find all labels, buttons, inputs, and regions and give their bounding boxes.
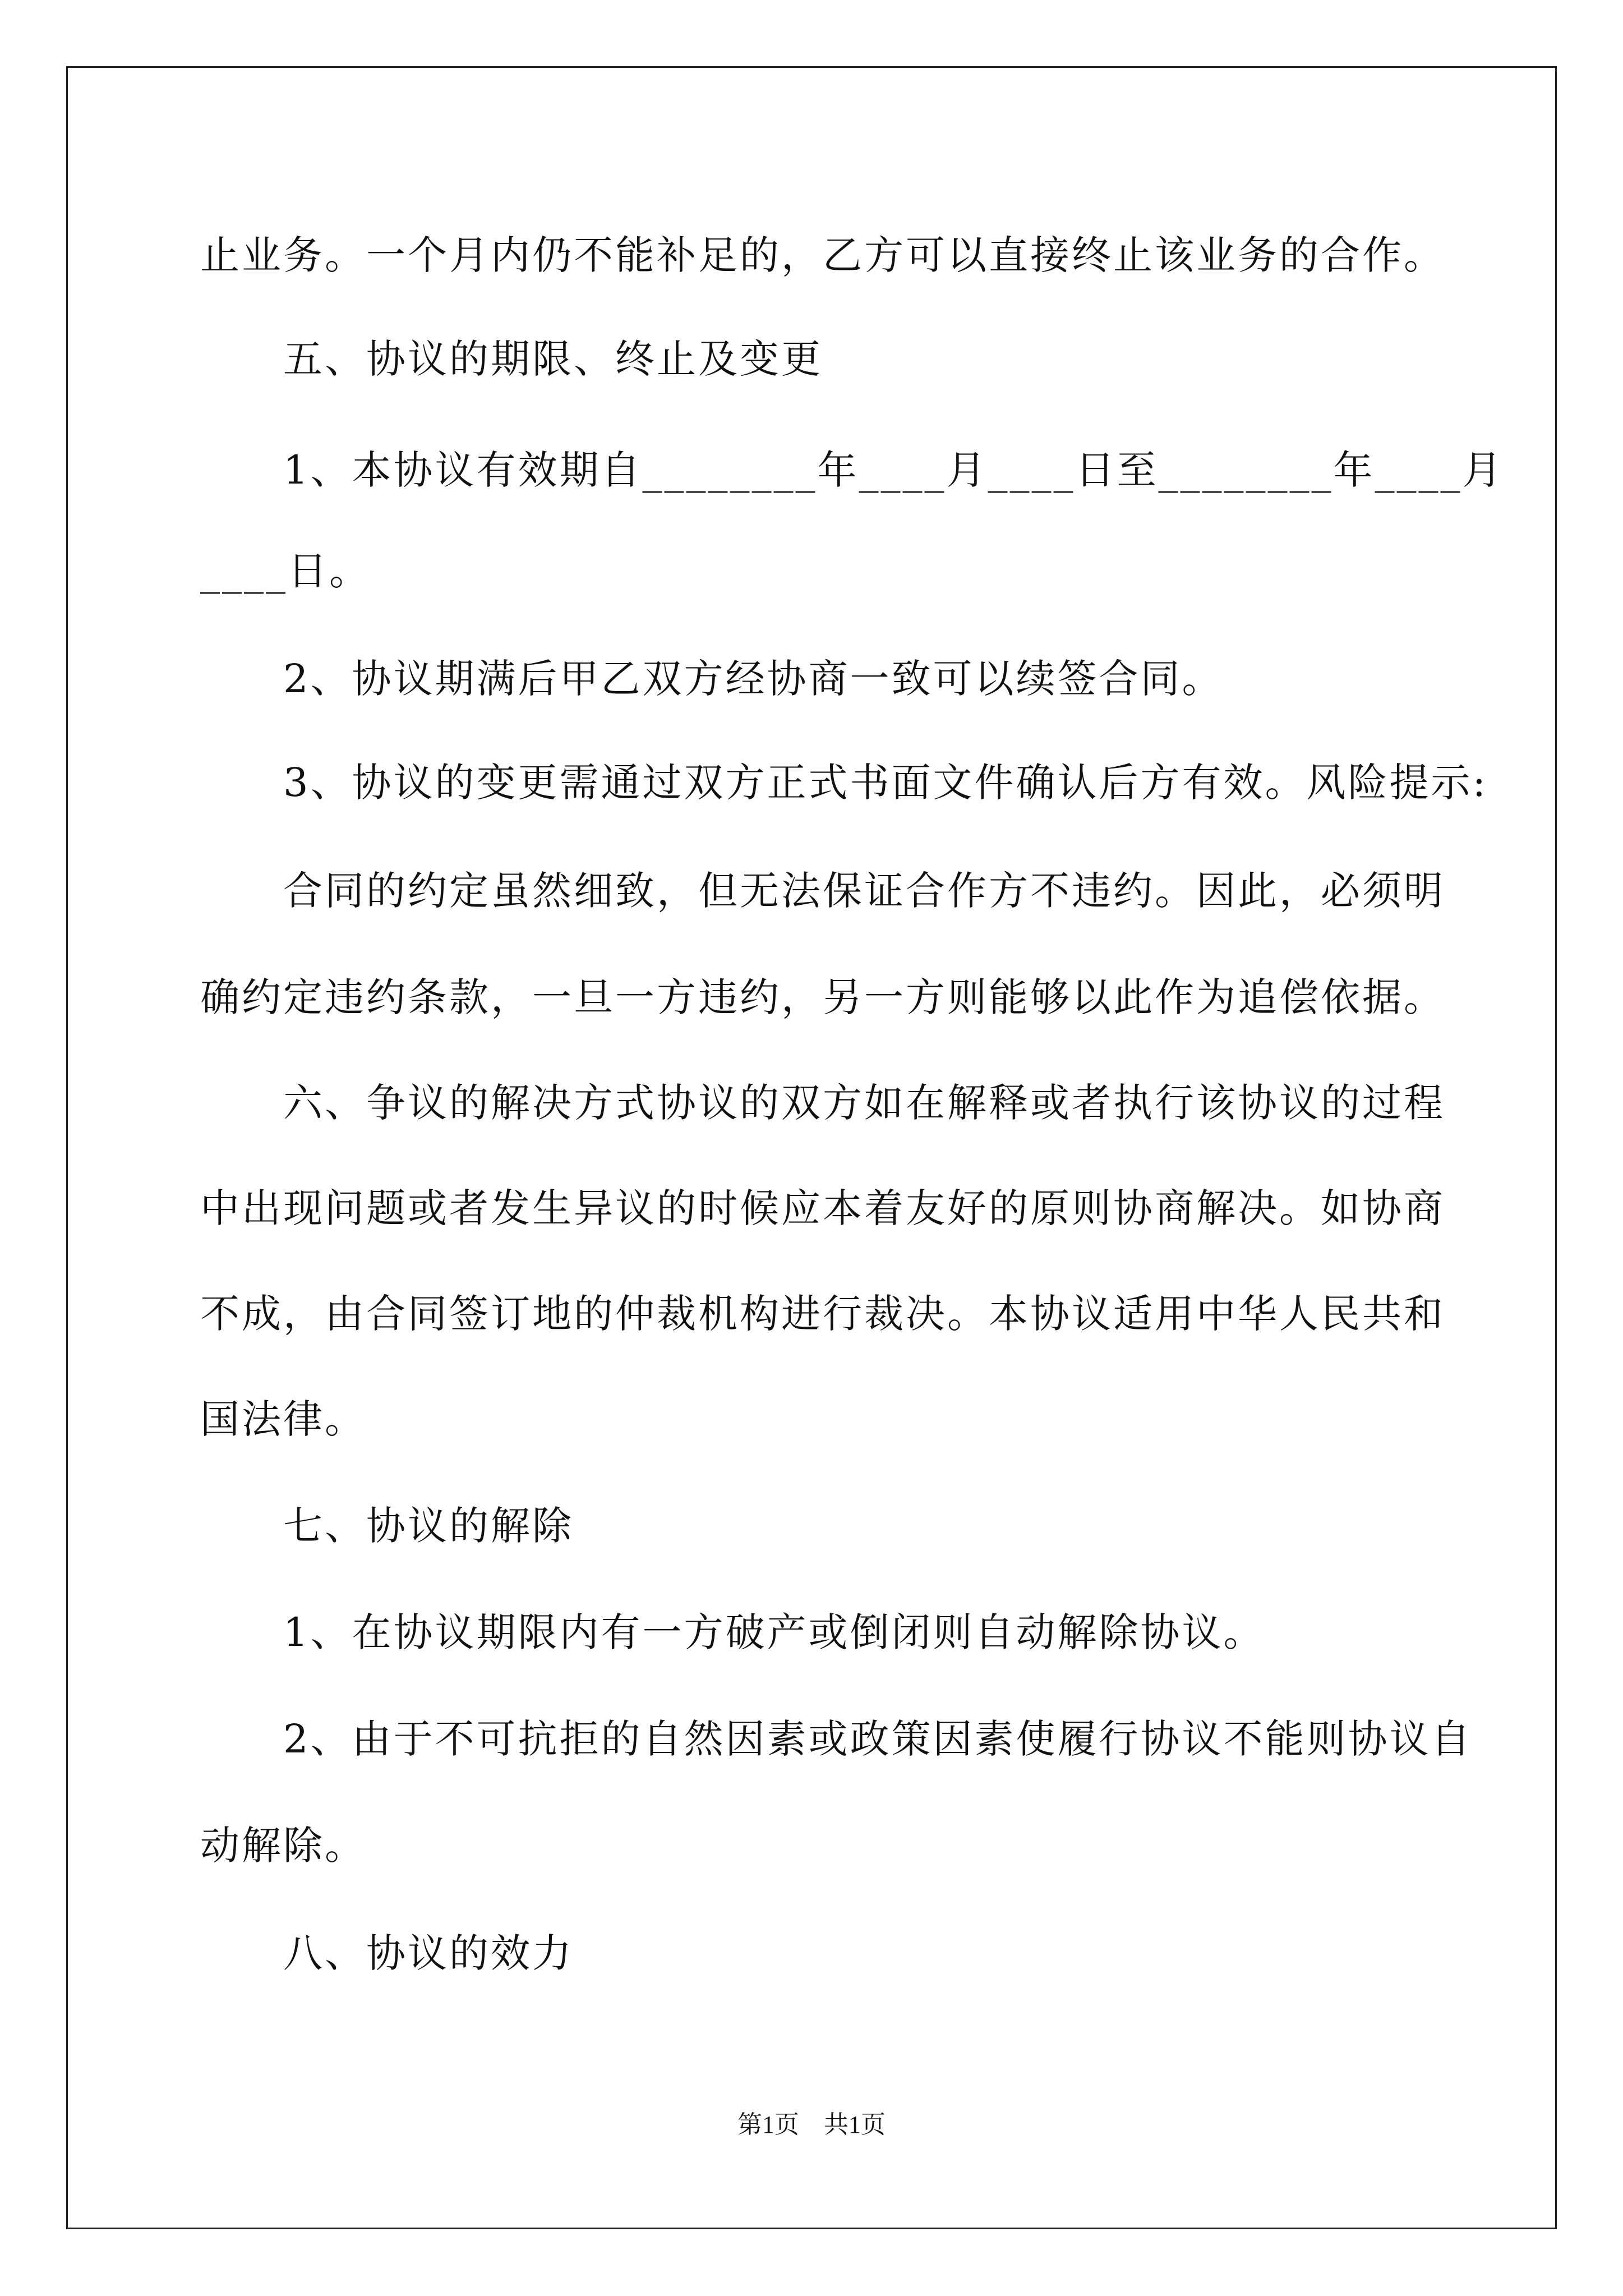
body-text-line: 动解除。	[200, 1823, 366, 1869]
body-text-line: 中出现问题或者发生异议的时候应本着友好的原则协商解决。如协商	[200, 1185, 1445, 1231]
body-text-line: 2、由于不可抗拒的自然因素或政策因素使履行协议不能则协议自	[283, 1716, 1473, 1762]
body-text-line: 1、本协议有效期自________年____月____日至________年____月	[283, 447, 1504, 493]
section-heading: 六、争议的解决方式协议的双方如在解释或者执行该协议的过程	[283, 1080, 1445, 1126]
body-text-line: ____日。	[200, 548, 371, 594]
section-heading: 七、协议的解除	[283, 1503, 574, 1549]
body-text-line: 止业务。一个月内仍不能补足的，乙方可以直接终止该业务的合作。	[200, 232, 1445, 278]
page-border	[66, 66, 1557, 2229]
body-text-line: 3、协议的变更需通过双方正式书面文件确认后方有效。风险提示:	[283, 760, 1488, 806]
section-heading: 五、协议的期限、终止及变更	[283, 336, 823, 382]
body-text-line: 国法律。	[200, 1396, 366, 1442]
body-text-line: 合同的约定虽然细致，但无法保证合作方不违约。因此，必须明	[283, 868, 1445, 914]
body-text-line: 2、协议期满后甲乙双方经协商一致可以续签合同。	[283, 656, 1224, 702]
body-text-line: 确约定违约条款，一旦一方违约，另一方则能够以此作为追偿依据。	[200, 974, 1445, 1020]
body-text-line: 不成，由合同签订地的仲裁机构进行裁决。本协议适用中华人民共和	[200, 1291, 1445, 1337]
section-heading: 八、协议的效力	[283, 1930, 574, 1976]
page-number-footer: 第1页 共1页	[737, 2111, 886, 2138]
body-text-line: 1、在协议期限内有一方破产或倒闭则自动解除协议。	[283, 1609, 1265, 1655]
